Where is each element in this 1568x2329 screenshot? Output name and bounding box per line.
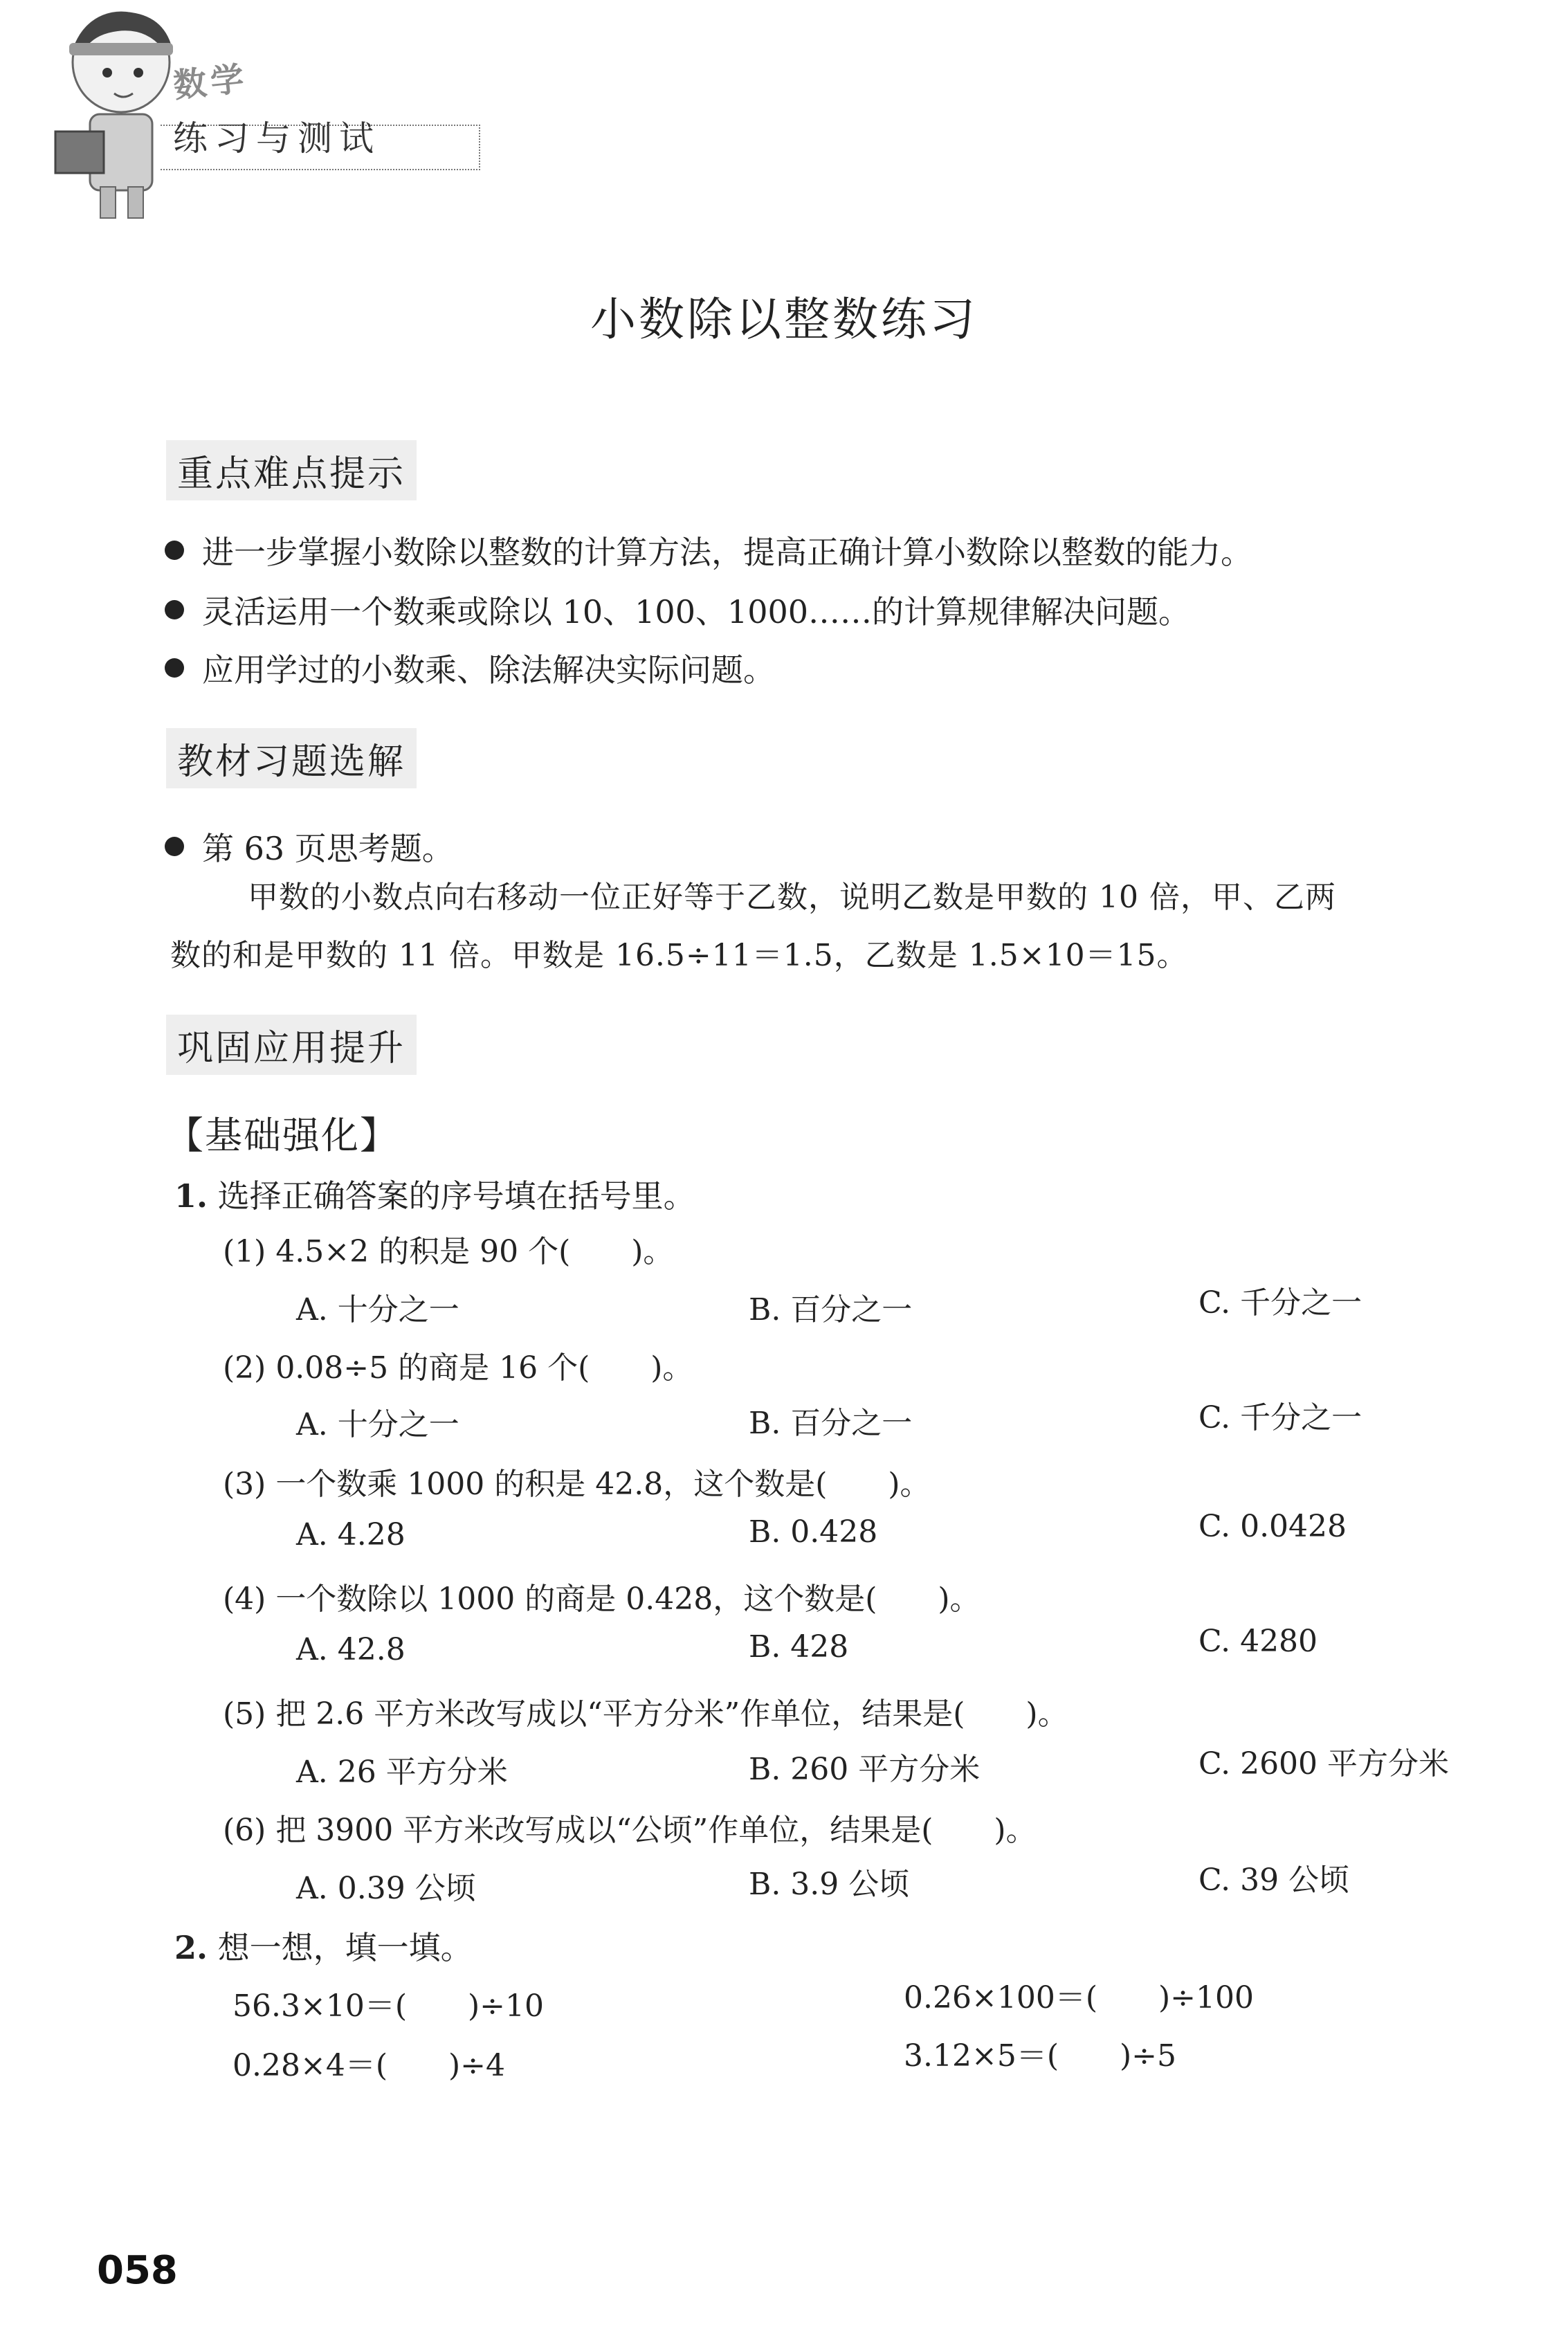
question-number: 1. (174, 1177, 208, 1215)
choice-option-c: C. 千分之一 (1198, 1285, 1362, 1321)
key-point-item (165, 587, 1190, 633)
choice-option-c: C. 39 公顷 (1198, 1863, 1350, 1898)
bullet-dot-icon (165, 600, 184, 619)
textbook-solution-line-2: 数的和是甲数的 11 倍。甲数是 16.5÷11＝1.5，乙数是 1.5×10＝15。 (170, 938, 1188, 973)
choice-option-b: B. 428 (749, 1629, 849, 1665)
header-book-title: 练习与测试 (173, 118, 381, 158)
choice-option-a: A. 0.39 公顷 (296, 1871, 476, 1906)
key-point-item (165, 645, 775, 691)
key-point-item (165, 527, 1252, 573)
fill-blank-equation: 0.26×100＝( )÷100 (904, 1980, 1254, 2015)
page-title: 小数除以整数练习 (590, 293, 978, 346)
bullet-dot-icon (165, 541, 184, 560)
choice-option-a: A. 26 平方分米 (296, 1755, 508, 1790)
key-point-text: 灵活运用一个数乘或除以 10、100、1000……的计算规律解决问题。 (202, 593, 1191, 631)
fill-blank-equation: 3.12×5＝( )÷5 (904, 2038, 1177, 2074)
question-prompt: 想一想，填一填。 (217, 1929, 473, 1966)
choice-stem: (6) 把 3900 平方米改写成以“公顷”作单位，结果是( )。 (223, 1813, 1037, 1848)
section-heading-textbook: 教材习题选解 (166, 728, 417, 788)
choice-option-a: A. 十分之一 (296, 1292, 459, 1327)
choice-stem: (1) 4.5×2 的积是 90 个( )。 (223, 1234, 674, 1269)
choice-stem: (2) 0.08÷5 的商是 16 个( )。 (223, 1350, 693, 1386)
choice-option-c: C. 千分之一 (1198, 1400, 1362, 1435)
choice-option-b: B. 0.428 (749, 1514, 878, 1550)
question-prompt: 选择正确答案的序号填在括号里。 (217, 1177, 695, 1215)
choice-option-c: C. 2600 平方分米 (1198, 1746, 1450, 1782)
choice-option-b: B. 260 平方分米 (749, 1752, 981, 1787)
choice-option-b: B. 3.9 公顷 (749, 1867, 910, 1902)
page-number: 058 (97, 2248, 178, 2293)
question-number: 2. (174, 1929, 208, 1966)
choice-option-c: C. 4280 (1198, 1624, 1318, 1659)
section-heading-apply: 巩固应用提升 (166, 1015, 417, 1075)
choice-option-a: A. 4.28 (296, 1517, 405, 1552)
section-heading-key-points: 重点难点提示 (166, 440, 417, 500)
textbook-reference (165, 824, 454, 869)
fill-blank-equation: 56.3×10＝( )÷10 (233, 1988, 545, 2024)
fill-blank-equation: 0.28×4＝( )÷4 (233, 2048, 506, 2083)
choice-stem: (5) 把 2.6 平方米改写成以“平方分米”作单位，结果是( )。 (223, 1696, 1068, 1732)
textbook-solution-line-1: 甲数的小数点向右移动一位正好等于乙数，说明乙数是甲数的 10 倍，甲、乙两 (248, 880, 1336, 915)
subheading-basic: 【基础强化】 (166, 1114, 399, 1157)
choice-option-b: B. 百分之一 (749, 1406, 913, 1441)
question-1 (174, 1171, 695, 1217)
choice-option-b: B. 百分之一 (749, 1292, 913, 1327)
textbook-reference-text: 第 63 页思考题。 (202, 830, 454, 867)
choice-option-a: A. 42.8 (296, 1632, 405, 1667)
bullet-dot-icon (165, 837, 184, 856)
header-subject: 数学 (171, 59, 250, 106)
choice-stem: (3) 一个数乘 1000 的积是 42.8，这个数是( )。 (223, 1467, 931, 1502)
choice-option-c: C. 0.0428 (1198, 1509, 1347, 1544)
choice-option-a: A. 十分之一 (296, 1407, 459, 1442)
key-point-text: 进一步掌握小数除以整数的计算方法，提高正确计算小数除以整数的能力。 (202, 534, 1252, 571)
question-2 (174, 1923, 473, 1968)
choice-stem: (4) 一个数除以 1000 的商是 0.428，这个数是( )。 (223, 1582, 981, 1617)
key-point-text: 应用学过的小数乘、除法解决实际问题。 (202, 651, 775, 689)
bullet-dot-icon (165, 658, 184, 678)
